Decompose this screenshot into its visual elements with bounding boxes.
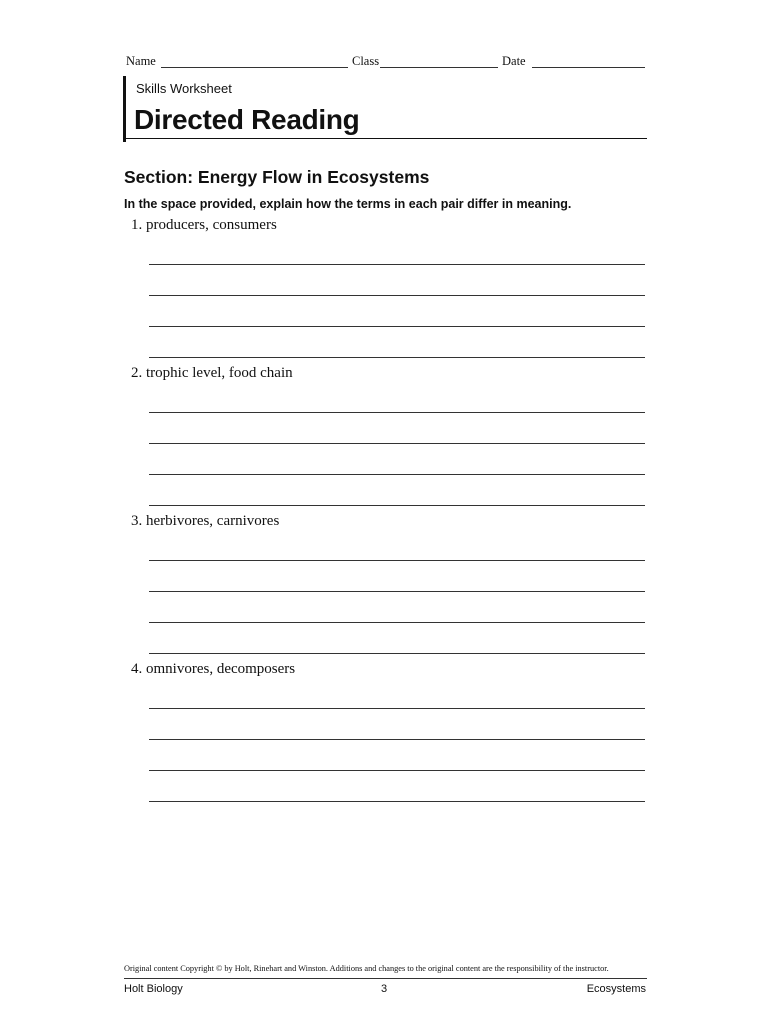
section-heading: Section: Energy Flow in Ecosystems — [124, 167, 430, 187]
answer-line[interactable] — [149, 326, 645, 327]
student-info-header — [126, 54, 645, 70]
answer-line[interactable] — [149, 708, 645, 709]
answer-line[interactable] — [149, 622, 645, 623]
answer-line[interactable] — [149, 739, 645, 740]
answer-line[interactable] — [149, 412, 645, 413]
answer-line[interactable] — [149, 591, 645, 592]
class-field[interactable] — [380, 67, 498, 68]
question-3: 3. herbivores, carnivores — [131, 513, 280, 529]
answer-line[interactable] — [149, 653, 645, 654]
footer-divider — [124, 978, 647, 979]
date-label: Date — [502, 54, 526, 68]
question-1: 1. producers, consumers — [131, 217, 277, 233]
copyright-notice: Original content Copyright © by Holt, Rinehart and Winston. Additions and changes to the original content are the responsibility of the instructor. — [124, 964, 609, 973]
question-4: 4. omnivores, decomposers — [131, 661, 296, 677]
date-field[interactable] — [532, 67, 645, 68]
answer-line[interactable] — [149, 560, 645, 561]
answer-line[interactable] — [149, 505, 645, 506]
answer-line[interactable] — [149, 357, 645, 358]
answer-line[interactable] — [149, 474, 645, 475]
instructions: In the space provided, explain how the terms in each pair differ in meaning. — [124, 197, 572, 211]
class-label: Class — [352, 54, 380, 68]
answer-line[interactable] — [149, 264, 645, 265]
footer-book-title: Holt Biology — [124, 983, 183, 995]
name-label: Name — [126, 54, 156, 68]
answer-line[interactable] — [149, 295, 645, 296]
title-divider — [125, 138, 647, 139]
answer-line[interactable] — [149, 770, 645, 771]
footer-chapter: Ecosystems — [586, 983, 646, 995]
answer-line[interactable] — [149, 801, 645, 802]
name-field[interactable] — [161, 67, 348, 68]
page-title: Directed Reading — [134, 104, 360, 135]
question-2: 2. trophic level, food chain — [131, 365, 293, 381]
page-number: 3 — [381, 983, 388, 995]
worksheet-type: Skills Worksheet — [136, 81, 232, 96]
title-accent-bar — [123, 76, 126, 142]
answer-line[interactable] — [149, 443, 645, 444]
